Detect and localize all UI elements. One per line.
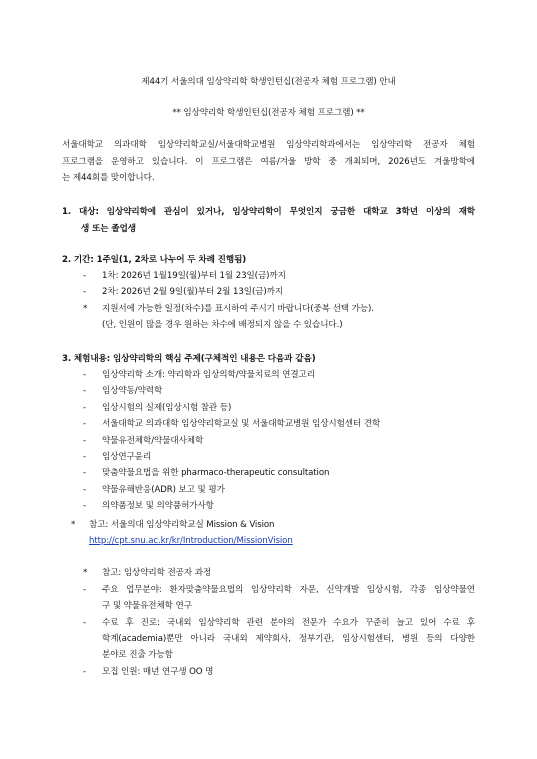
document-subtitle: ** 임상약리학 학생인턴십(전공자 체험 프로그램) **	[172, 108, 365, 118]
content-topic-item: 임상약동/약력학	[102, 386, 163, 396]
intro-line-1: 서울대학교 의과대학 임상약리학교실/서울대학교병원 임상약리학과에서는 임상약리학 전공자 체험	[62, 140, 475, 150]
content-topic-item: 임상연구윤리	[102, 452, 152, 462]
content-topic-item: 약물유전체학/약물대사체학	[102, 436, 204, 446]
content-topic-item: 약물유해반응(ADR) 보고 및 평가	[102, 485, 225, 495]
list-bullet: -	[83, 667, 87, 677]
list-bullet: -	[83, 386, 87, 396]
section-3-heading: 3. 체험내용: 임상약리학의 핵심 주제(구체적인 내용은 다음과 같음)	[62, 354, 316, 364]
list-bullet: *	[71, 520, 76, 530]
list-bullet: -	[83, 436, 87, 446]
schedule-instruction: 지원서에 가능한 일정(차수)를 표시하여 주시기 바랍니다(중복 선택 가능).	[102, 304, 374, 314]
list-bullet: *	[83, 568, 88, 578]
program-recruitment: 모집 인원: 매년 연구생 OO 명	[102, 667, 214, 677]
intro-line-2: 프로그램을 운영하고 있습니다. 이 프로그램은 여름/겨울 방학 중 개최되며, 2026년도 겨울방학에	[62, 157, 475, 167]
list-bullet: -	[83, 271, 87, 281]
program-duties-line-2: 구 및 약물유전체학 연구	[102, 601, 192, 611]
content-topic-item: 임상약리학 소개: 약리학과 임상의학/약물치료의 연결고리	[102, 370, 315, 380]
schedule-round-1: 1차: 2026년 1월19일(월)부터 1월 23일(금)까지	[102, 271, 286, 281]
list-bullet: -	[83, 370, 87, 380]
program-career-line-3: 분야로 진출 가능함	[102, 650, 173, 660]
program-duties-line-1: 주요 업무분야: 환자맞춤약물요법의 임상약리학 자문, 신약개발 임상시험, 각종 임상약물연	[102, 585, 475, 595]
reference-text: 참고: 서울의대 임상약리학교실 Mission & Vision	[89, 520, 275, 530]
list-bullet: *	[83, 304, 88, 314]
list-bullet: -	[83, 485, 87, 495]
list-bullet: -	[83, 403, 87, 413]
document-title: 제44기 서울의대 임상약리학 학생인턴십(전공자 체험 프로그램) 안내	[141, 77, 396, 87]
list-bullet: -	[83, 419, 87, 429]
schedule-note: (단, 인원이 많을 경우 원하는 차수에 배정되지 않을 수 있습니다.)	[102, 320, 343, 330]
content-topic-item: 맞춤약물요법을 위한 pharmaco-therapeutic consultation	[102, 468, 330, 478]
section-1-heading-cont: 생 또는 졸업생	[81, 224, 136, 234]
section-2-heading: 2. 기간: 1주일(1, 2차로 나누어 두 차례 진행됨)	[62, 255, 247, 265]
list-bullet: -	[83, 585, 87, 595]
program-career-line-2: 학계(academia)뿐만 아니라 국내외 제약회사, 정부기관, 임상시험센터, 병원 등의 다양한	[102, 634, 475, 644]
program-career-line-1: 수료 후 진로: 국내외 임상약리학 관련 분야의 전문가 수요가 꾸준히 늘고 있어 수료 후	[102, 618, 475, 628]
intro-line-3: 는 제44회를 맞이합니다.	[62, 173, 155, 183]
list-bullet: -	[83, 618, 87, 628]
list-bullet: -	[83, 452, 87, 462]
content-topic-item: 의약품정보 및 의약품허가사항	[102, 501, 214, 511]
section-1-heading: 1. 대상: 임상약리학에 관심이 있거나, 임상약리학이 무엇인지 궁금한 대학교 3학년 이상의 재학	[62, 207, 475, 217]
content-topic-item: 서울대학교 의과대학 임상약리학교실 및 서울대학교병원 임상시험센터 견학	[102, 419, 381, 429]
mission-vision-link[interactable]: http://cpt.snu.ac.kr/kr/Introduction/MissionVision	[89, 536, 293, 546]
list-bullet: -	[83, 501, 87, 511]
list-bullet: -	[83, 287, 87, 297]
list-bullet: -	[83, 468, 87, 478]
program-title: 참고: 임상약리학 전공자 과정	[102, 568, 212, 578]
schedule-round-2: 2차: 2026년 2월 9일(월)부터 2월 13일(금)까지	[102, 287, 284, 297]
content-topic-item: 임상시험의 실제(임상시험 참관 등)	[102, 403, 232, 413]
